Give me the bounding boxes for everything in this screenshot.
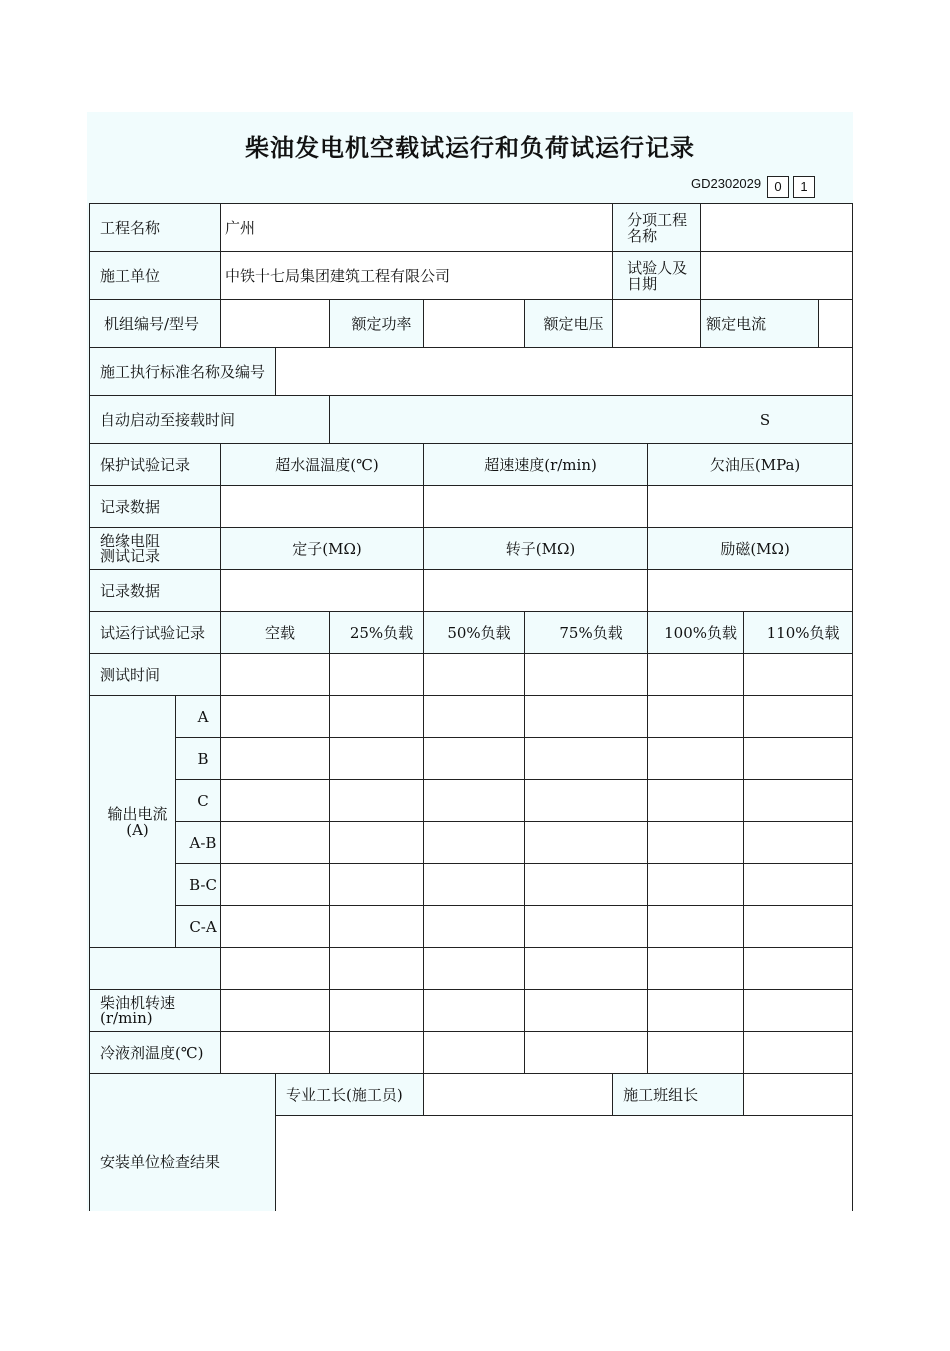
blank-cell[interactable] (744, 948, 853, 990)
current-cell[interactable] (744, 906, 853, 948)
construction-unit-value[interactable]: 中铁十七局集团建筑工程有限公司 (221, 252, 613, 300)
leader-value[interactable] (744, 1074, 853, 1116)
test-time-cell[interactable] (525, 654, 648, 696)
engine-speed-label (90, 990, 221, 1032)
standard-value[interactable] (276, 348, 853, 396)
current-cell[interactable] (648, 822, 744, 864)
insulation-label (90, 528, 221, 570)
trial-header: 25%负载 (330, 612, 424, 654)
engine-speed-cell[interactable] (221, 990, 330, 1032)
autostart-value[interactable] (330, 396, 853, 444)
current-cell[interactable] (221, 738, 330, 780)
current-cell[interactable] (525, 738, 648, 780)
rated-current-value[interactable] (819, 300, 853, 348)
project-name-value[interactable]: 广州 (221, 204, 613, 252)
test-time-cell[interactable] (648, 654, 744, 696)
engine-speed-cell[interactable] (424, 990, 525, 1032)
current-cell[interactable] (525, 906, 648, 948)
autostart-label: 自动启动至接载时间 (90, 396, 330, 444)
protection-data-label: 记录数据 (90, 486, 221, 528)
current-cell[interactable] (744, 696, 853, 738)
insulation-label-line1: 绝缘电阻 (100, 531, 161, 550)
engine-speed-cell[interactable] (648, 990, 744, 1032)
test-time-cell[interactable] (221, 654, 330, 696)
trial-header: 空载 (221, 612, 330, 654)
inspection-label: 安装单位检查结果 (90, 1074, 276, 1251)
current-cell[interactable] (221, 864, 330, 906)
current-cell[interactable] (648, 864, 744, 906)
insulation-header-excitation: 励磁(MΩ) (648, 528, 853, 570)
current-cell[interactable] (744, 738, 853, 780)
insulation-header-stator: 定子(MΩ) (221, 528, 424, 570)
construction-unit-label: 施工单位 (90, 252, 221, 300)
autostart-unit: S (759, 410, 771, 429)
protection-data-cell[interactable] (424, 486, 648, 528)
coolant-temp-cell[interactable] (424, 1032, 525, 1074)
current-cell[interactable] (330, 864, 424, 906)
project-name-label: 工程名称 (90, 204, 221, 252)
coolant-temp-label: 冷液剂温度(℃) (90, 1032, 221, 1074)
protection-data-cell[interactable] (648, 486, 853, 528)
trial-label: 试运行试验记录 (90, 612, 221, 654)
record-table (89, 203, 853, 1251)
blank-cell[interactable] (525, 948, 648, 990)
code-box-1[interactable]: 0 (767, 176, 789, 198)
tester-label: 试验人及日期 (613, 252, 701, 300)
engine-speed-label-line1: 柴油机转速 (100, 993, 176, 1012)
foreman-value[interactable] (424, 1074, 613, 1116)
trial-header: 75%负载 (525, 612, 648, 654)
rated-power-label: 额定功率 (330, 300, 424, 348)
output-current-label-line2: (A) (126, 820, 149, 839)
current-cell[interactable] (330, 696, 424, 738)
current-cell[interactable] (221, 696, 330, 738)
trial-header: 110%负载 (744, 612, 853, 654)
current-cell[interactable] (424, 822, 525, 864)
current-cell[interactable] (744, 822, 853, 864)
current-cell[interactable] (648, 906, 744, 948)
test-time-cell[interactable] (424, 654, 525, 696)
current-cell[interactable] (424, 696, 525, 738)
current-cell[interactable] (221, 822, 330, 864)
engine-speed-cell[interactable] (744, 990, 853, 1032)
phase-label: C (176, 780, 221, 822)
rated-current-label: 额定电流 (701, 300, 819, 348)
protection-header-temp: 超水温温度(℃) (221, 444, 424, 486)
current-cell[interactable] (330, 822, 424, 864)
engine-speed-label-line2: (r/min) (100, 1008, 153, 1027)
current-cell[interactable] (525, 780, 648, 822)
test-time-cell[interactable] (744, 654, 853, 696)
protection-header-oil: 欠油压(MPa) (648, 444, 853, 486)
current-cell[interactable] (424, 780, 525, 822)
page-title: 柴油发电机空载试运行和负荷试运行记录 (245, 134, 695, 162)
trial-header: 50%负载 (424, 612, 525, 654)
foreman-label: 专业工长(施工员) (276, 1074, 424, 1116)
protection-data-cell[interactable] (221, 486, 424, 528)
insulation-data-label: 记录数据 (90, 570, 221, 612)
output-current-label-line1: 输出电流 (107, 804, 168, 823)
insulation-data-cell[interactable] (424, 570, 648, 612)
current-cell[interactable] (330, 906, 424, 948)
unit-id-label: 机组编号/型号 (90, 300, 221, 348)
insulation-header-rotor: 转子(MΩ) (424, 528, 648, 570)
rated-voltage-value[interactable] (613, 300, 701, 348)
blank-cell[interactable] (221, 948, 330, 990)
coolant-temp-cell[interactable] (221, 1032, 330, 1074)
current-cell[interactable] (221, 780, 330, 822)
current-cell[interactable] (648, 780, 744, 822)
phase-label: A (176, 696, 221, 738)
current-cell[interactable] (424, 906, 525, 948)
current-cell[interactable] (744, 780, 853, 822)
current-cell[interactable] (221, 906, 330, 948)
current-cell[interactable] (330, 780, 424, 822)
subproject-value[interactable] (701, 204, 853, 252)
rated-power-value[interactable] (424, 300, 525, 348)
subproject-label: 分项工程名称 (613, 204, 701, 252)
phase-label: C-A (176, 906, 221, 948)
page-bottom-margin (0, 1211, 950, 1351)
current-cell[interactable] (525, 822, 648, 864)
blank-cell[interactable] (424, 948, 525, 990)
rated-voltage-label: 额定电压 (525, 300, 613, 348)
phase-label: B (176, 738, 221, 780)
current-cell[interactable] (424, 864, 525, 906)
protection-label: 保护试验记录 (90, 444, 221, 486)
coolant-temp-cell[interactable] (744, 1032, 853, 1074)
current-cell[interactable] (648, 738, 744, 780)
blank-label (90, 948, 221, 990)
current-cell[interactable] (525, 864, 648, 906)
coolant-temp-cell[interactable] (525, 1032, 648, 1074)
phase-label: B-C (176, 864, 221, 906)
insulation-label-line2: 测试记录 (100, 546, 161, 565)
current-cell[interactable] (330, 738, 424, 780)
code-box-2[interactable]: 1 (793, 176, 815, 198)
test-time-cell[interactable] (330, 654, 424, 696)
tester-value[interactable] (701, 252, 853, 300)
protection-header-speed: 超速速度(r/min) (424, 444, 648, 486)
current-cell[interactable] (424, 738, 525, 780)
output-current-label (90, 696, 176, 948)
trial-header: 100%负载 (648, 612, 744, 654)
phase-label: A-B (176, 822, 221, 864)
insulation-data-cell[interactable] (648, 570, 853, 612)
standard-label: 施工执行标准名称及编号 (90, 348, 276, 396)
unit-id-value[interactable] (221, 300, 330, 348)
engine-speed-cell[interactable] (330, 990, 424, 1032)
current-cell[interactable] (744, 864, 853, 906)
coolant-temp-cell[interactable] (330, 1032, 424, 1074)
coolant-temp-cell[interactable] (648, 1032, 744, 1074)
leader-label: 施工班组长 (613, 1074, 744, 1116)
engine-speed-cell[interactable] (525, 990, 648, 1032)
form-code: GD2302029 (691, 176, 762, 191)
blank-cell[interactable] (330, 948, 424, 990)
test-time-label: 测试时间 (90, 654, 221, 696)
blank-cell[interactable] (648, 948, 744, 990)
current-cell[interactable] (525, 696, 648, 738)
current-cell[interactable] (648, 696, 744, 738)
insulation-data-cell[interactable] (221, 570, 424, 612)
